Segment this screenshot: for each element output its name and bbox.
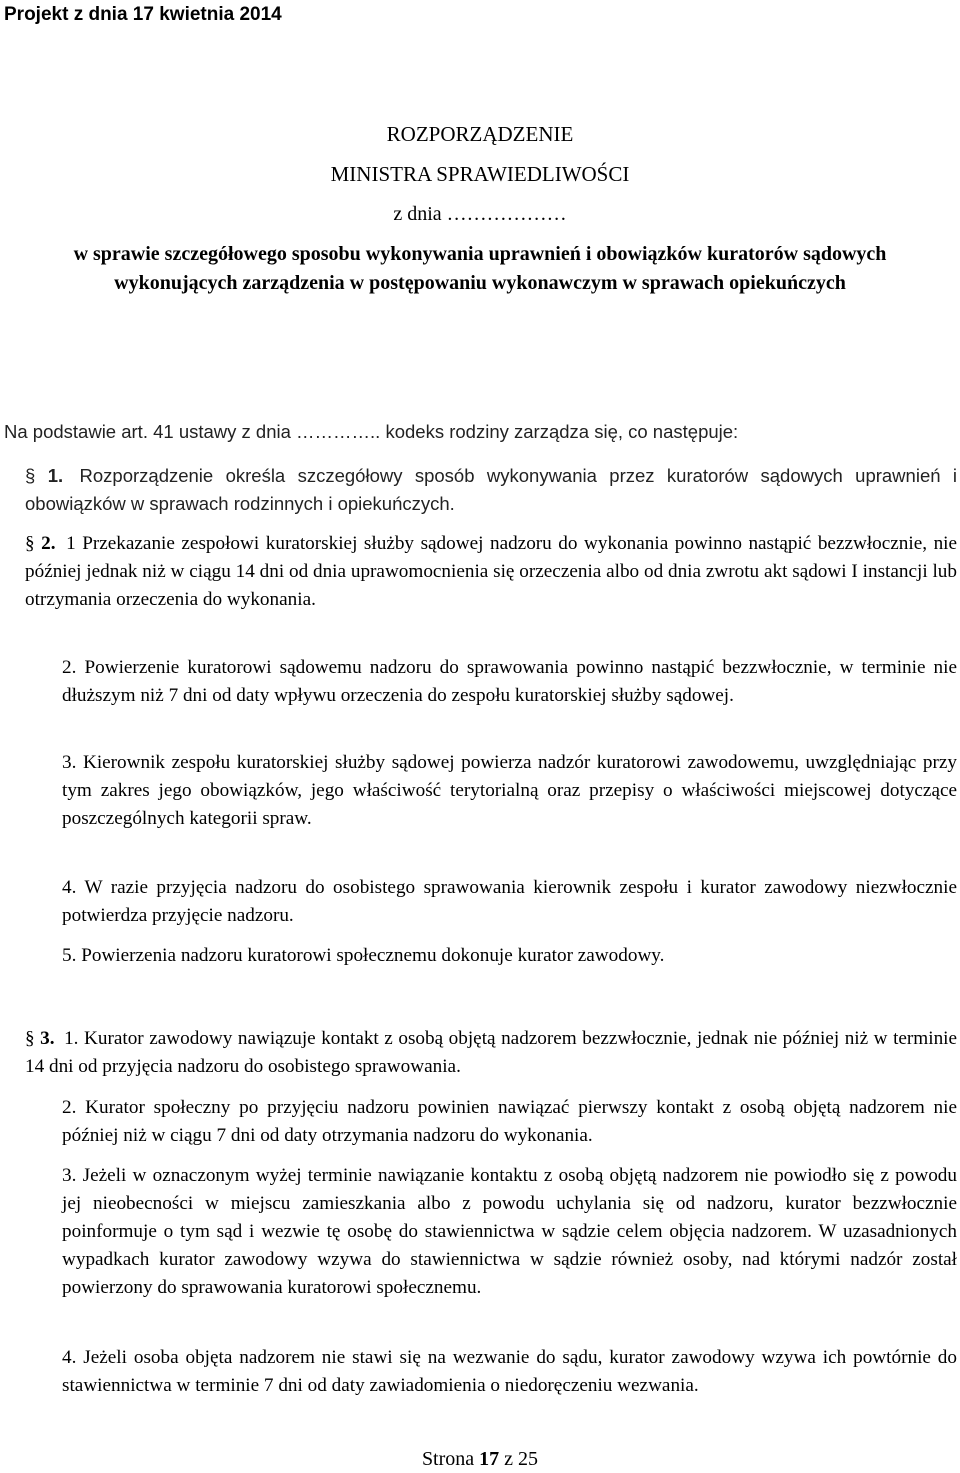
section-number: 2.	[41, 533, 56, 554]
section-2	[25, 530, 957, 614]
section-mark: §	[25, 465, 36, 486]
issuing-authority: MINISTRA SPRAWIEDLIWOŚCI	[330, 162, 630, 186]
document-type-title: ROZPORZĄDZENIE	[386, 122, 574, 146]
page-number-footer	[0, 1446, 960, 1472]
section-number: 3.	[40, 1028, 55, 1049]
section-3-paragraph-4: 4. Jeżeli osoba objęta nadzorem nie stawi się na wezwanie do sądu, kurator zawodowy wzywa ich powtórnie do stawiennictwa w terminie 7 dni od daty zawiadomienia o niedoręczeniu wezwania.	[62, 1347, 957, 1396]
section-2-paragraph-1: 1 Przekazanie zespołowi kuratorskiej służby sądowej nadzoru do wykonania powinno nastąpić bezzwłocznie, nie później jednak niż w ciągu 14 dni od dnia uprawomocnienia się orzeczenia albo od dnia zwrotu akt sądowi I instancji lub otrzymania orzeczenia do wykonania.	[25, 533, 958, 610]
section-number: 1.	[47, 465, 64, 486]
section-3-paragraph-2: 2. Kurator społeczny po przyjęciu nadzoru powinien nawiązać pierwszy kontakt z osobą objętą nadzorem nie później niż w ciągu 7 dni od daty otrzymania nadzoru do wykonania.	[62, 1097, 957, 1146]
section-mark: §	[25, 1028, 35, 1049]
current-page-number: 17	[479, 1448, 500, 1470]
section-3-paragraph-1: Kurator zawodowy nawiązuje kontakt z osobą objętą nadzorem bezzwłocznie, jednak nie później niż w terminie 14 dni od przyjęcia nadzoru do osobistego sprawowania.	[25, 1028, 958, 1077]
issue-date-line: z dnia ………………	[393, 203, 567, 225]
project-date-header: Projekt z dnia 17 kwietnia 2014	[4, 4, 282, 25]
section-2-paragraph-5: 5. Powierzenia nadzoru kuratorowi społecznemu dokonuje kurator zawodowy.	[62, 945, 665, 966]
section-2-paragraph-3: 3. Kierownik zespołu kuratorskiej służby sądowej powierza nadzór kuratorowi zawodowemu, uwzględniając przy tym zakres jego obowiązków, jego właściwość terytorialną oraz przepisy o właściwości miejscowej dotyczące poszczególnych kategorii spraw.	[62, 752, 957, 829]
section-2-paragraph-4: 4. W razie przyjęcia nadzoru do osobistego sprawowania kierownik zespołu i kurator zawodowy niezwłocznie potwierdza przyjęcie nadzoru.	[62, 877, 957, 926]
footer-prefix: Strona	[421, 1448, 475, 1470]
section-3-paragraph-1-lead: 1.	[64, 1028, 79, 1049]
section-3	[25, 1025, 957, 1081]
legal-basis-preamble: Na podstawie art. 41 ustawy z dnia ………….. kodeks rodziny zarządza się, co następuje:	[4, 421, 739, 442]
total-pages: 25	[518, 1448, 539, 1470]
section-2-paragraph-2: 2. Powierzenie kuratorowi sądowemu nadzoru do sprawowania powinno nastąpić bezzwłocznie, w terminie nie dłuższym niż 7 dni od daty wpływu orzeczenia do zespołu kuratorskiej służby sądowej.	[62, 657, 957, 706]
footer-separator: z	[504, 1448, 514, 1470]
section-mark: §	[25, 533, 35, 554]
section-1	[25, 462, 957, 518]
section-1-text: Rozporządzenie określa szczegółowy sposób wykonywania przez kuratorów sądowych uprawnień i obowiązków w sprawach rodzinnych i opiekuńczych.	[25, 465, 958, 514]
section-3-paragraph-3: 3. Jeżeli w oznaczonym wyżej terminie nawiązanie kontaktu z osobą objętą nadzorem nie powiodło się z powodu jej nieobecności w miejscu zamieszkania albo z powodu uchylania się od nadzoru, kurator bezzwłocznie poinformuje o tym sąd i wezwie tę osobę do stawiennictwa w sądzie celem objęcia nadzorem. W uzasadnionych wypadkach kurator zawodowy wzywa do stawiennictwa w sądzie również osoby, nad którymi nadzór został powierzony do sprawowania kuratorowi społecznemu.	[62, 1165, 957, 1298]
document-subject: w sprawie szczegółowego sposobu wykonywania uprawnień i obowiązków kuratorów sądowych wykonujących zarządzenia w postępowaniu wykonawczym w sprawach opiekuńczych	[73, 243, 887, 294]
